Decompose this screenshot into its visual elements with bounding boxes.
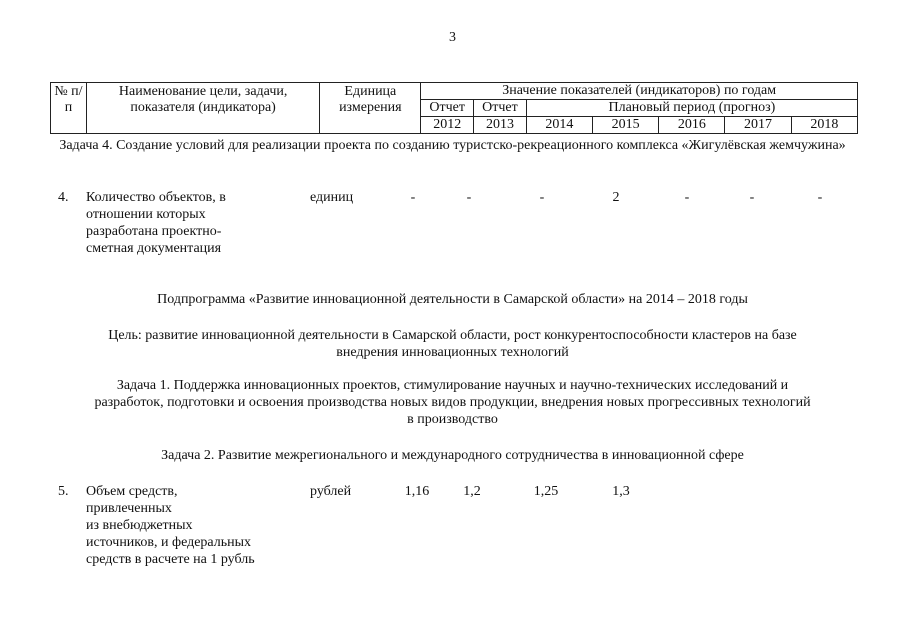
subprogram-heading: Подпрограмма «Развитие инновационной деятельности в Самарской области» на 2014 – 2018 годы xyxy=(157,292,748,307)
row4-value: - xyxy=(410,190,416,205)
row4-value: - xyxy=(466,190,472,205)
row5-unit: рублей xyxy=(310,484,352,499)
header-year: 2017 xyxy=(725,117,791,134)
row5-name: Объем средств, привлеченных из внебюджетных источников, и федеральных средств в расчете на 1 рубль xyxy=(86,484,255,567)
header-year: 2013 xyxy=(474,117,527,134)
header-year: 2018 xyxy=(791,117,857,134)
goal-text: Цель: развитие инновационной деятельности в Самарской области, рост конкурентоспособности кластеров на базе внедрения инновационных технологий xyxy=(108,328,797,360)
page-number: 3 xyxy=(449,30,456,45)
row5-value: 1,16 xyxy=(404,484,430,499)
header-report-2012: Отчет xyxy=(421,100,474,117)
row5-value: 1,3 xyxy=(612,484,630,499)
row4-value: 2 xyxy=(612,190,620,205)
indicators-table-header xyxy=(50,82,858,134)
row4-num: 4. xyxy=(58,190,69,205)
header-year: 2015 xyxy=(593,117,659,134)
header-plan-period: Плановый период (прогноз) xyxy=(526,100,857,117)
task4-heading: Задача 4. Создание условий для реализации проекта по созданию туристско-рекреационного комплекса «Жигулёвская жемчужина» xyxy=(59,138,846,153)
header-year: 2014 xyxy=(526,117,592,134)
header-year: 2012 xyxy=(421,117,474,134)
row5-value: 1,25 xyxy=(533,484,559,499)
row5-value: 1,2 xyxy=(463,484,481,499)
header-values-title: Значение показателей (индикаторов) по годам xyxy=(421,83,858,100)
row4-value: - xyxy=(749,190,755,205)
row4-value: - xyxy=(539,190,545,205)
header-num: № п/п xyxy=(51,83,87,134)
row5-num: 5. xyxy=(58,484,69,499)
row4-value: - xyxy=(684,190,690,205)
header-year: 2016 xyxy=(659,117,725,134)
task2-heading: Задача 2. Развитие межрегионального и международного сотрудничества в инновационной сфере xyxy=(161,448,744,463)
row4-unit: единиц xyxy=(310,190,354,205)
row4-name: Количество объектов, в отношении которых разработана проектно- сметная документация xyxy=(86,190,226,256)
header-name: Наименование цели, задачи, показателя (индикатора) xyxy=(86,83,319,134)
header-unit: Единица измерения xyxy=(320,83,421,134)
row4-value: - xyxy=(817,190,823,205)
header-report-2013: Отчет xyxy=(474,100,527,117)
task1-heading: Задача 1. Поддержка инновационных проектов, стимулирование научных и научно-технических исследований и разработок, подготовки и освоения производства новых видов продукции, внедрения новых прогрессивных технологий в производство xyxy=(94,378,811,427)
